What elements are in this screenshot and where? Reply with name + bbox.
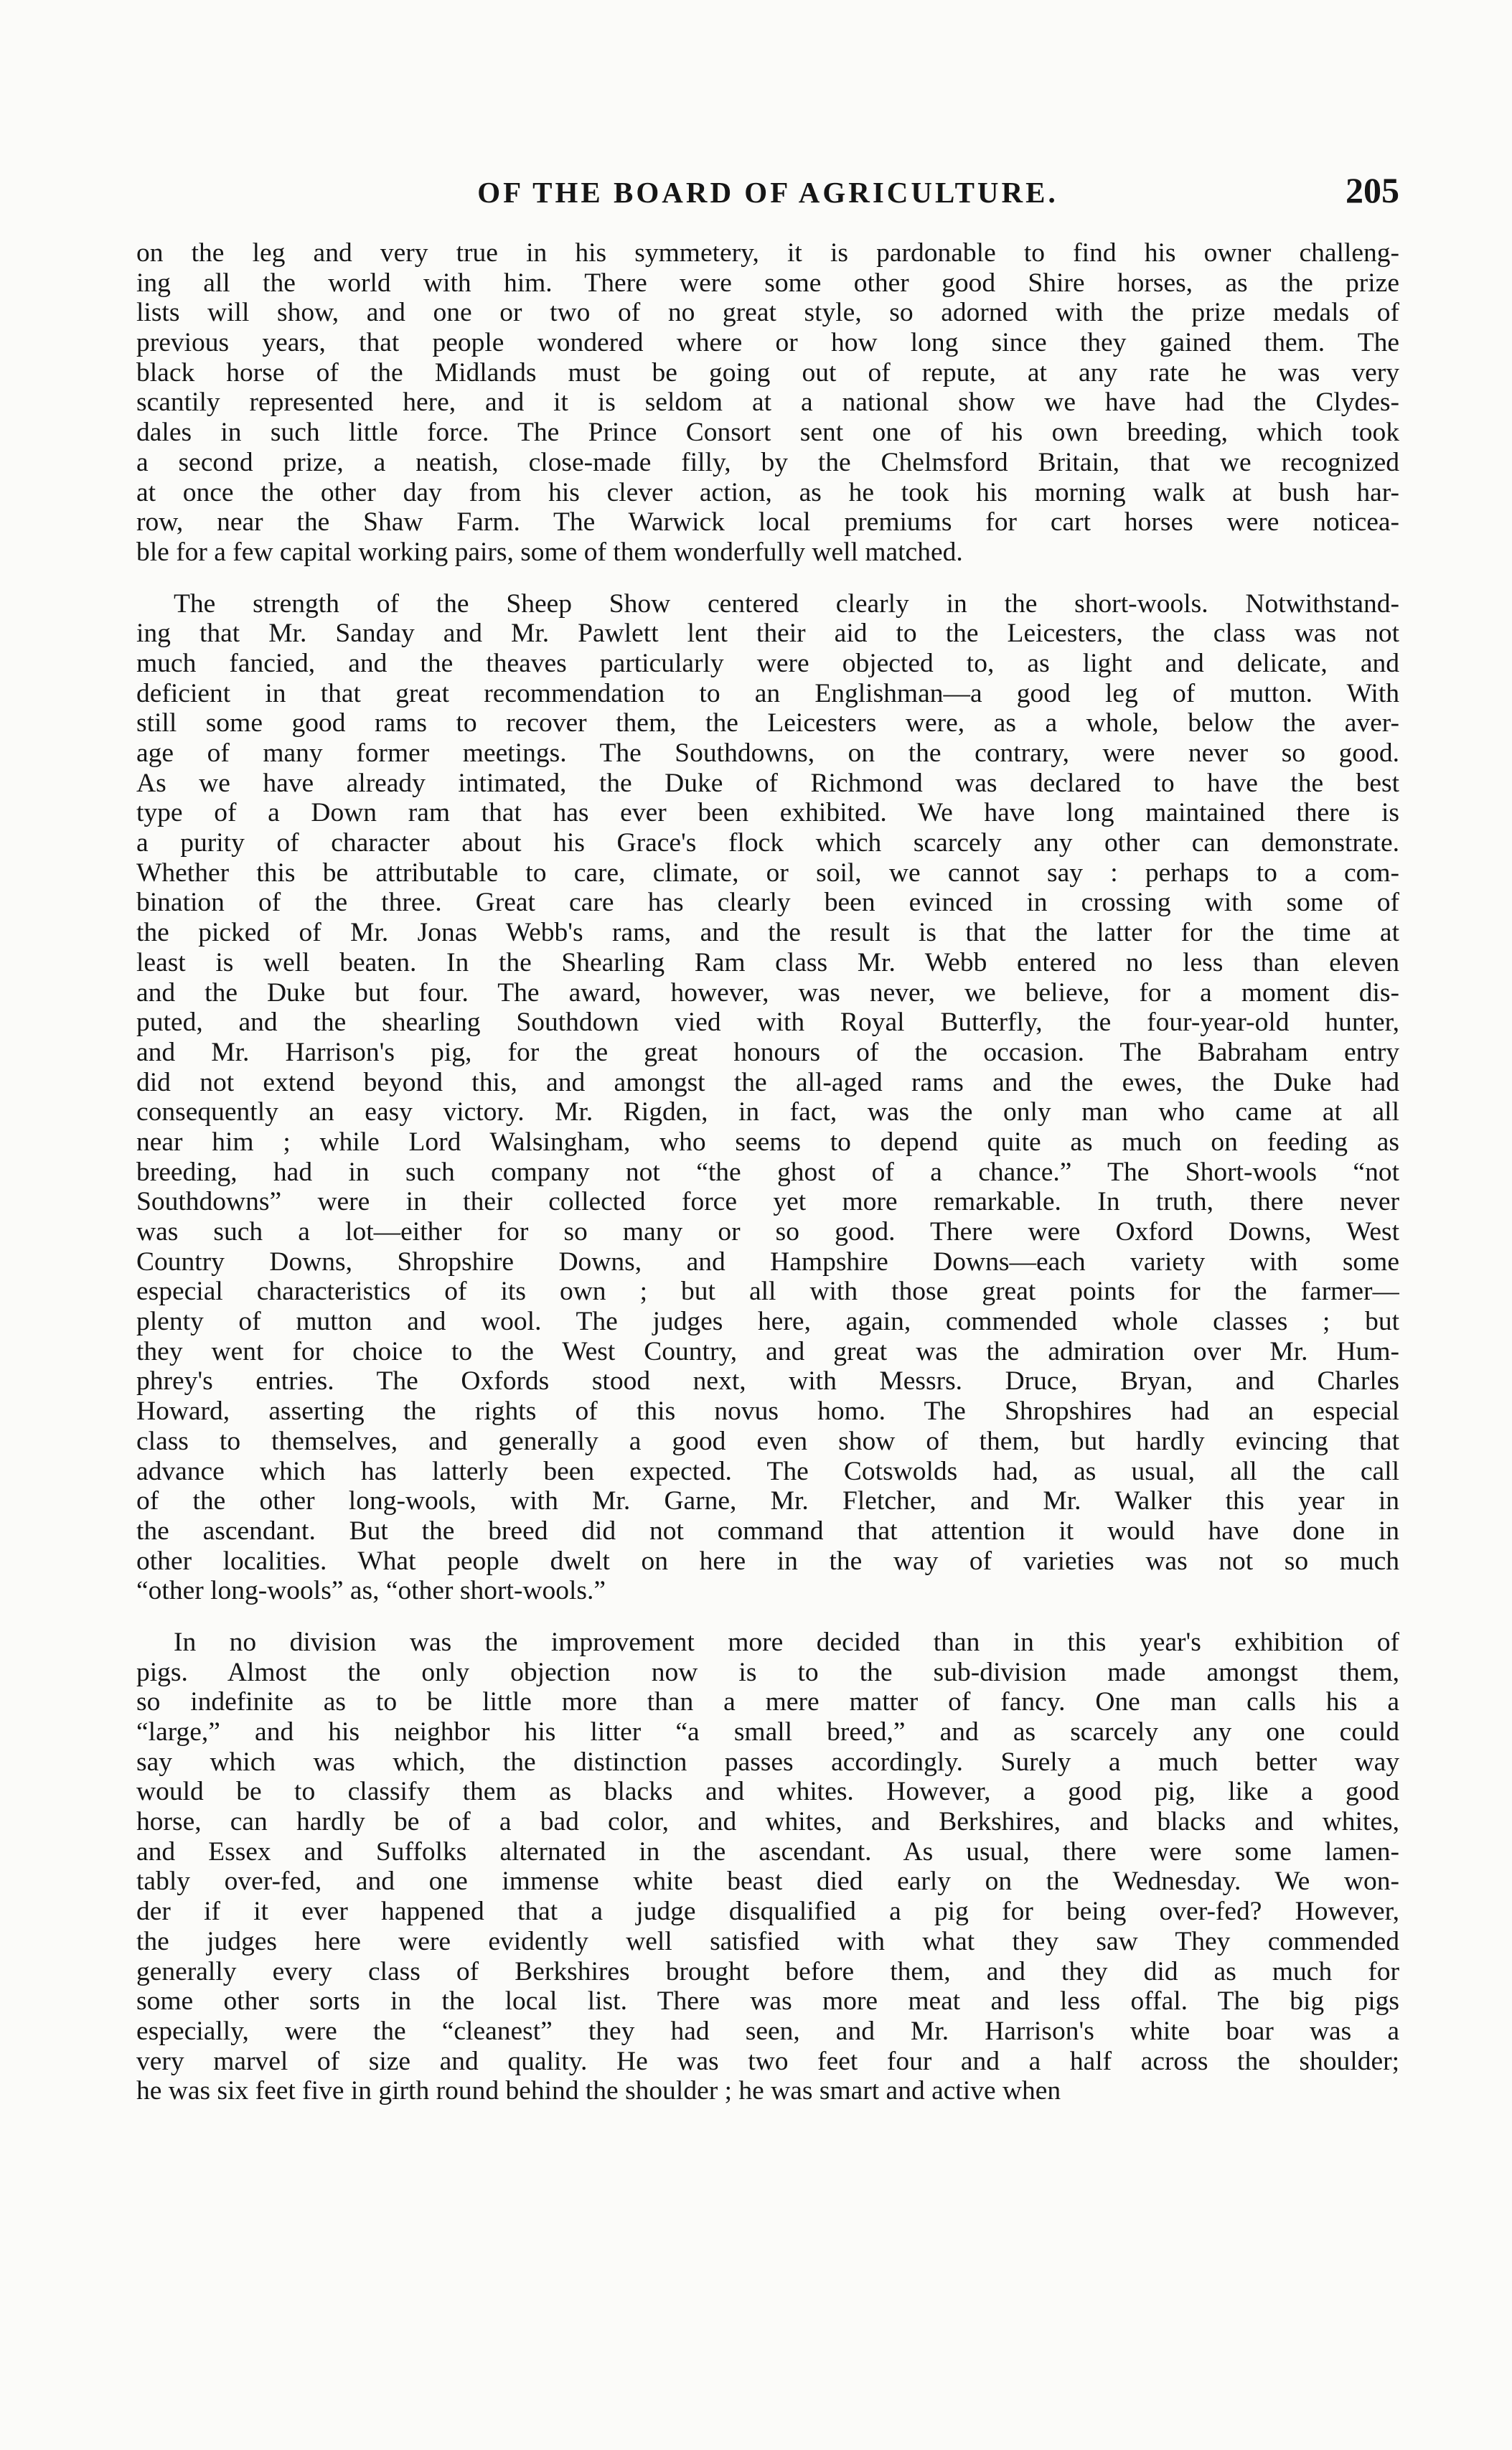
text-line: the picked of Mr. Jonas Webb's rams, and the result is that the latter for the time at (136, 918, 1399, 948)
text-line: ing that Mr. Sanday and Mr. Pawlett lent their aid to the Leicesters, the class was not (136, 619, 1399, 649)
text-line: Whether this be attributable to care, climate, or soil, we cannot say : perhaps to a com- (136, 858, 1399, 888)
text-line: As we have already intimated, the Duke of Richmond was declared to have the best (136, 768, 1399, 798)
text-line: near him ; while Lord Walsingham, who seems to depend quite as much on feeding as (136, 1127, 1399, 1157)
text-line: especial characteristics of its own ; but all with those great points for the farmer— (136, 1277, 1399, 1307)
text-line: generally every class of Berkshires brought before them, and they did as much for (136, 1956, 1399, 1986)
text-line: consequently an easy victory. Mr. Rigden, in fact, was the only man who came at all (136, 1097, 1399, 1127)
text-line: much fancied, and the theaves particularly were objected to, as light and delicate, and (136, 648, 1399, 678)
text-line: least is well beaten. In the Shearling Ram class Mr. Webb entered no less than eleven (136, 947, 1399, 977)
text-line: on the leg and very true in his symmetery, it is pardonable to find his owner challeng- (136, 238, 1399, 268)
paragraph (136, 589, 1399, 1606)
page-number: 205 (1346, 170, 1399, 210)
paragraph (136, 1628, 1399, 2106)
text-line: he was six feet five in girth round behind the shoulder ; he was smart and active when (136, 2076, 1061, 2106)
text-line: phrey's entries. The Oxfords stood next, with Messrs. Druce, Bryan, and Charles (136, 1366, 1399, 1397)
text-line: advance which has latterly been expected. The Cotswolds had, as usual, all the call (136, 1456, 1399, 1486)
text-line: did not extend beyond this, and amongst the all-aged rams and the ewes, the Duke had (136, 1067, 1399, 1097)
text-line: row, near the Shaw Farm. The Warwick local premiums for cart horses were noticea- (136, 507, 1399, 538)
text-line: a purity of character about his Grace's flock which scarcely any other can demonstrate. (136, 828, 1399, 858)
text-line: age of many former meetings. The Southdowns, on the contrary, were never so good. (136, 738, 1399, 768)
text-line: still some good rams to recover them, the Leicesters were, as a whole, below the aver- (136, 708, 1399, 738)
text-line: Country Downs, Shropshire Downs, and Hampshire Downs—each variety with some (136, 1247, 1399, 1277)
text-line: ing all the world with him. There were some other good Shire horses, as the prize (136, 268, 1399, 298)
text-line: class to themselves, and generally a good even show of them, but hardly evincing that (136, 1426, 1399, 1456)
text-line: Howard, asserting the rights of this novus homo. The Shropshires had an especial (136, 1397, 1399, 1427)
paragraph-gap (136, 1606, 1399, 1628)
text-line: at once the other day from his clever action, as he took his morning walk at bush har- (136, 477, 1399, 507)
paragraph (136, 238, 1399, 568)
text-line: “other long-wools” as, “other short-wools.” (136, 1576, 606, 1606)
text-line: plenty of mutton and wool. The judges here, again, commended whole classes ; but (136, 1307, 1399, 1337)
text-line: previous years, that people wondered where or how long since they gained them. The (136, 328, 1399, 358)
text-line: scantily represented here, and it is seldom at a national show we have had the Clydes- (136, 388, 1399, 418)
text-line: say which was which, the distinction passes accordingly. Surely a much better way (136, 1747, 1399, 1777)
text-line: tably over-fed, and one immense white beast died early on the Wednesday. We won- (136, 1867, 1399, 1897)
text-line: was such a lot—either for so many or so good. There were Oxford Downs, West (136, 1217, 1399, 1247)
text-line: dales in such little force. The Prince Consort sent one of his own breeding, which took (136, 418, 1399, 448)
text-line: would be to classify them as blacks and whites. However, a good pig, like a good (136, 1777, 1399, 1807)
text-line: so indefinite as to be little more than a mere matter of fancy. One man calls his a (136, 1687, 1399, 1717)
text-line: bination of the three. Great care has clearly been evinced in crossing with some of (136, 888, 1399, 918)
text-line: of the other long-wools, with Mr. Garne, Mr. Fletcher, and Mr. Walker this year in (136, 1486, 1399, 1516)
text-line: horse, can hardly be of a bad color, and whites, and Berkshires, and blacks and whites, (136, 1807, 1399, 1837)
body-text (136, 238, 1399, 2106)
text-line: pigs. Almost the only objection now is to the sub-division made amongst them, (136, 1657, 1399, 1687)
text-line: The strength of the Sheep Show centered clearly in the short-wools. Notwithstand- (174, 588, 1399, 619)
text-line: deficient in that great recommendation to an Englishman—a good leg of mutton. With (136, 678, 1399, 708)
text-line: black horse of the Midlands must be going out of repute, at any rate he was very (136, 357, 1399, 388)
text-line: the ascendant. But the breed did not command that attention it would have done in (136, 1516, 1399, 1546)
paragraph-gap (136, 568, 1399, 589)
text-line: Southdowns” were in their collected force yet more remarkable. In truth, there never (136, 1187, 1399, 1217)
text-line: breeding, had in such company not “the ghost of a chance.” The Short-wools “not (136, 1157, 1399, 1187)
text-line: and the Duke but four. The award, however, was never, we believe, for a moment dis- (136, 977, 1399, 1008)
running-head: OF THE BOARD OF AGRICULTURE. (477, 176, 1058, 209)
text-line: puted, and the shearling Southdown vied with Royal Butterfly, the four-year-old hunter, (136, 1008, 1399, 1038)
page-header (136, 170, 1399, 233)
text-line: some other sorts in the local list. There was more meat and less offal. The big pigs (136, 1986, 1399, 2017)
text-line: and Essex and Suffolks alternated in the ascendant. As usual, there were some lamen- (136, 1836, 1399, 1867)
text-line: other localities. What people dwelt on here in the way of varieties was not so much (136, 1546, 1399, 1576)
text-line: ble for a few capital working pairs, some of them wonderfully well matched. (136, 537, 963, 567)
text-line: der if it ever happened that a judge disqualified a pig for being over-fed? However, (136, 1897, 1399, 1927)
text-line: and Mr. Harrison's pig, for the great honours of the occasion. The Babraham entry (136, 1037, 1399, 1067)
text-line: type of a Down ram that has ever been exhibited. We have long maintained there is (136, 798, 1399, 828)
text-line: very marvel of size and quality. He was two feet four and a half across the shoulder; (136, 2046, 1399, 2076)
text-line: a second prize, a neatish, close-made filly, by the Chelmsford Britain, that we recognized (136, 447, 1399, 477)
text-line: they went for choice to the West Country, and great was the admiration over Mr. Hum- (136, 1336, 1399, 1366)
text-line: especially, were the “cleanest” they had seen, and Mr. Harrison's white boar was a (136, 2016, 1399, 2046)
text-line: “large,” and his neighbor his litter “a small breed,” and as scarcely any one could (136, 1717, 1399, 1747)
text-line: lists will show, and one or two of no great style, so adorned with the prize medals of (136, 298, 1399, 328)
text-line: the judges here were evidently well satisfied with what they saw They commended (136, 1926, 1399, 1956)
text-line: In no division was the improvement more decided than in this year's exhibition of (174, 1627, 1399, 1657)
